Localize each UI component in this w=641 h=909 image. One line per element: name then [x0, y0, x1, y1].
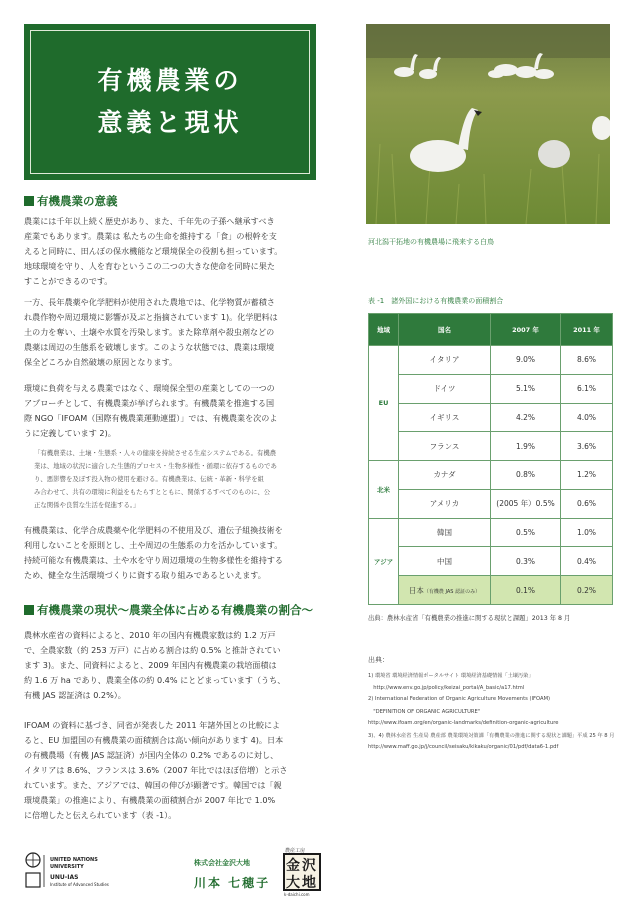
paragraph-2	[24, 295, 319, 370]
header-2007: 2007 年	[491, 314, 561, 346]
text-line: 約 1.6 万 ha であり、農業全体の約 0.4% にとどまっています（うち、	[24, 675, 286, 685]
text-line: 産業でもあります。農業は 私たちの生命を維持する「食」の根幹を支	[24, 231, 277, 241]
text-line: 保全どころか自然破壊の原因となります。	[24, 357, 178, 367]
title-block	[24, 24, 316, 180]
title-frame	[30, 30, 310, 174]
reference-link[interactable]: http://www.ifoam.org/en/organic-landmarks/definition-organic-agriculture	[368, 720, 559, 726]
table-row	[369, 346, 613, 375]
value-2007: (2005 年）0.5%	[491, 489, 561, 518]
text-line: 農薬は周辺の生態系を破壊します。このような状態では、農業は環境	[24, 342, 275, 352]
table-row	[369, 518, 613, 547]
country-cell	[399, 576, 491, 605]
table-row-japan	[369, 576, 613, 605]
value-2007: 9.0%	[491, 346, 561, 375]
region-north-america: 北米	[369, 461, 399, 519]
seal-url: k-daichi.com	[284, 892, 310, 897]
header-2011: 2011 年	[561, 314, 613, 346]
value-2011: 1.0%	[561, 518, 613, 547]
paragraph-3	[24, 381, 319, 441]
text-line: 利用しないことを原則とし、土や周辺の生態系の力を活かしています。	[24, 540, 283, 550]
value-2007: 4.2%	[491, 403, 561, 432]
country-cell: ドイツ	[399, 374, 491, 403]
unu-ias-label: UNU-IAS	[50, 874, 79, 881]
table-row	[369, 374, 613, 403]
text-line: 地球環境を守り、人を育むというこの二つの大きな使命を同時に果た	[24, 261, 275, 271]
text-line: れています。また、アジアでは、韓国の伸びが顕著です。韓国では「親	[24, 780, 282, 790]
text-line: 農業には千年以上続く歴史があり、また、千年先の子孫へ継承すべき	[24, 216, 275, 226]
text-line: ため、健全な生活環境づくりに資する取り組みであるといえます。	[24, 570, 266, 580]
country-cell: アメリカ	[399, 489, 491, 518]
text-line: 際 NGO「IFOAM（国際有機農業運動連盟）」では、有機農業を次のよ	[24, 413, 278, 423]
country-cell: フランス	[399, 432, 491, 461]
region-eu: EU	[369, 346, 399, 461]
swan-photo	[366, 24, 610, 224]
text-line: ます 3)。また、同資料によると、2009 年国内有機農業の栽培面積は	[24, 660, 277, 670]
value-2007: 0.3%	[491, 547, 561, 576]
text-line: 農林水産省の資料によると、2010 年の国内有機農家数は約 1.2 万戸	[24, 630, 276, 640]
text-line: で、全農家数（約 253 万戸）に占める割合は約 0.5% と推計されてい	[24, 645, 281, 655]
company-name: 株式会社金沢大地	[194, 859, 250, 867]
paragraph-6	[24, 718, 319, 823]
header-region: 地域	[369, 314, 399, 346]
text-line: IFOAM の資料に基づき、同省が発表した 2011 年諸外国との比較によ	[24, 720, 281, 730]
quote-line: 「有機農業は、土壌・生態系・人々の健康を持続させる生産システムである。有機農	[34, 449, 277, 457]
header-country: 国名	[399, 314, 491, 346]
value-2007: 0.5%	[491, 518, 561, 547]
country-cell: 中国	[399, 547, 491, 576]
heading-square-icon	[24, 196, 34, 206]
un-name-line-1: UNITED NATIONS	[50, 857, 98, 863]
reference-line: "DEFINITION OF ORGANIC AGRICULTURE"	[368, 709, 481, 715]
text-line: 環境に負荷を与える農業ではなく、環境保全型の産業としての一つの	[24, 383, 275, 393]
section-heading-text: 有機農業の意義	[37, 194, 118, 208]
seal-char: 地	[302, 875, 316, 891]
text-line: 環境農業」の推進により、有機農業の面積割合が 2007 年比で 1.0%	[24, 795, 276, 805]
section-heading-significance	[24, 193, 118, 209]
table-row	[369, 432, 613, 461]
text-line: 持続可能な有機農業は、土や水を守り周辺環境の生物多様性を維持する	[24, 555, 284, 565]
table-row	[369, 461, 613, 490]
heading-square-icon	[24, 605, 34, 615]
table-row	[369, 403, 613, 432]
table-title: 表 -1 諸外国における有機農業の面積割合	[368, 297, 504, 305]
value-2011: 8.6%	[561, 346, 613, 375]
country-cell: イタリア	[399, 346, 491, 375]
value-2007: 1.9%	[491, 432, 561, 461]
paragraph-1	[24, 214, 319, 289]
text-line: 有機 JAS 認証済は 0.2%）。	[24, 690, 126, 700]
seal-char: 大	[286, 875, 300, 891]
text-line: アプローチとして、有機農業が挙げられます。有機農業を推進する国	[24, 398, 275, 408]
photo-caption: 河北潟干拓地の有機農場に飛来する白鳥	[368, 238, 494, 246]
value-2011: 6.1%	[561, 374, 613, 403]
text-line: れ農作物や周辺環境に影響が及ぶと指摘されています 1)。化学肥料は	[24, 312, 278, 322]
country-cell: イギリス	[399, 403, 491, 432]
references-title: 出典：	[368, 656, 389, 664]
section-heading-current-status	[24, 602, 313, 618]
text-line: うに定義しています 2)。	[24, 428, 116, 438]
quote-line: み合わせて、共有の環境に利益をもたらすとともに、関係するすべてのものに、公	[34, 488, 271, 496]
table-source: 出典：農林水産省「有機農業の推進に関する現状と課題」2013 年 8 月	[368, 615, 571, 622]
value-2011: 4.0%	[561, 403, 613, 432]
text-line: 土の力を奪い、土壌や水質を汚染します。また除草剤や殺虫剤などの	[24, 327, 275, 337]
text-line: えると同時に、田んぼの保水機能など環境保全の役割も担っています。	[24, 246, 283, 256]
text-line: イタリアは 8.6%、フランスは 3.6%（2007 年比ではほぼ倍増）と示さ	[24, 765, 288, 775]
text-line: 有機農業は、化学合成農薬や化学肥料の不使用及び、遺伝子組換技術を	[24, 525, 283, 535]
text-line: ると、EU 加盟国の有機農業の面積割合は高い傾向があります 4)。日本	[24, 735, 284, 745]
country-cell: 韓国	[399, 518, 491, 547]
text-line: 一方、長年農薬や化学肥料が使用された農地では、化学物質が蓄積さ	[24, 297, 275, 307]
unu-ias-subtitle: Institute of Advanced Studies	[50, 882, 109, 887]
seal-char: 沢	[302, 858, 316, 874]
author-name: 川本 七穂子	[194, 876, 271, 890]
value-2007: 5.1%	[491, 374, 561, 403]
reference-line: 3)、4) 農林水産省 生産局 農産部 農業環境対策課「有機農業の推進に関する現状と課題」平成 25 年 8 月	[368, 733, 615, 739]
page-title-line-2: 意義と現状	[97, 108, 243, 137]
value-2011: 0.6%	[561, 489, 613, 518]
quote-line: 正な関係や良質な生活を促進する。」	[34, 501, 140, 509]
quote-line: 業は、地域の状況に適合した生態的プロセス・生物多様性・循環に依存するものであ	[34, 462, 277, 470]
reference-line: 2) International Federation of Organic Agriculture Movements (IFOAM)	[368, 696, 551, 702]
country-name: 日本	[408, 585, 424, 595]
quote-line: り、悪影響を及ぼす投入物の使用を避ける。有機農業は、伝統・革新・科学を組	[34, 475, 265, 483]
ifoam-definition-quote	[34, 447, 310, 512]
country-cell: カナダ	[399, 461, 491, 490]
value-2011: 3.6%	[561, 432, 613, 461]
paragraph-4	[24, 523, 319, 583]
value-2007: 0.1%	[491, 576, 561, 605]
reference-line: 1) 環境省 環境経済情報ポータルサイト 環境経済基礎情報「土壌汚染」	[368, 673, 534, 679]
un-name-line-2: UNIVERSITY	[50, 864, 84, 870]
organic-area-table	[368, 313, 613, 605]
seal-top-text: 農産工房	[285, 848, 306, 854]
region-asia: アジア	[369, 518, 399, 604]
country-note: （有機農 JAS 認証のみ）	[423, 588, 481, 595]
page-title-line-1: 有機農業の	[97, 66, 243, 95]
reference-link[interactable]: http://www.maff.go.jp/j/council/seisaku/kikaku/organic/01/pdf/data6-1.pdf	[368, 744, 559, 750]
paragraph-5	[24, 628, 319, 703]
table-header-row	[369, 314, 613, 346]
text-line: に倍増したと伝えられています（表 -1）。	[24, 810, 177, 820]
text-line: すことができるのです。	[24, 276, 113, 286]
value-2007: 0.8%	[491, 461, 561, 490]
value-2011: 0.4%	[561, 547, 613, 576]
value-2011: 1.2%	[561, 461, 613, 490]
value-2011: 0.2%	[561, 576, 613, 605]
section-heading-text: 有機農業の現状〜農業全体に占める有機農業の割合〜	[37, 603, 313, 617]
reference-link[interactable]: http://www.env.go.jp/policy/keizai_portal/A_basic/a17.html	[368, 685, 525, 691]
text-line: の有機農場（有機 JAS 認証済）が国内全体の 0.2% であるのに対し、	[24, 750, 279, 760]
table-row	[369, 547, 613, 576]
seal-char: 金	[286, 858, 300, 874]
table-row	[369, 489, 613, 518]
